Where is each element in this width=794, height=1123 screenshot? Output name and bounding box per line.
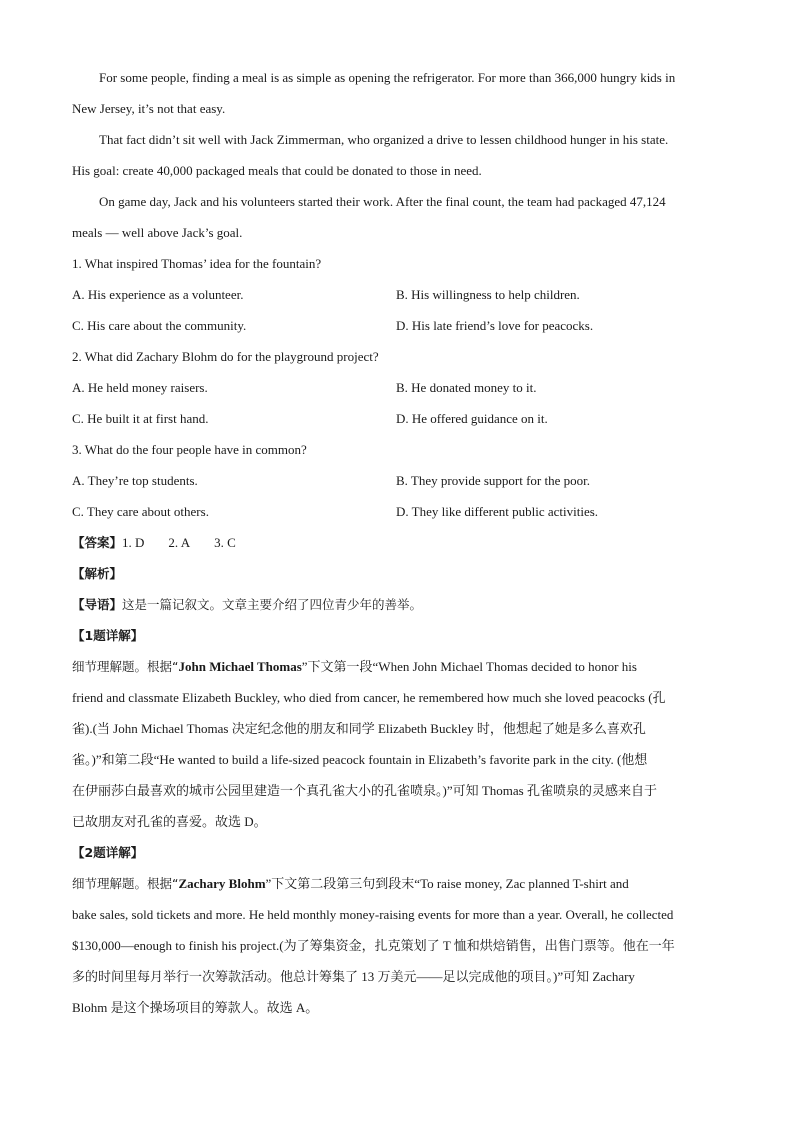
guide-line (72, 589, 724, 620)
guide-text: 这是一篇记叙文。文章主要介绍了四位青少年的善举。 (122, 597, 423, 612)
answer-line (72, 527, 724, 558)
question-3-option-a: A. They’re top students. (72, 473, 198, 488)
question-3-options-row (72, 496, 724, 527)
guide-label: 【导语】 (72, 597, 123, 612)
question-2-option-a: A. He held money raisers. (72, 380, 208, 395)
question-2-options-row (72, 372, 724, 403)
question-3-option-b: B. They provide support for the poor. (396, 473, 591, 488)
detail-2-line: $130,000—enough to finish his project.(为了筹集资金，扎克策划了 T 恤和烘焙销售，出售门票等。他在一年 (72, 938, 675, 953)
detail-1-text: ”下文第一段“When John Michael Thomas decided to honor his (301, 659, 637, 674)
detail-2-text: ”下文第二段第三句到段末“To raise money, Zac planned T-shirt and (265, 876, 629, 891)
document-page (72, 62, 724, 1023)
question-2-options-row (72, 403, 724, 434)
detail-1-line: 在伊丽莎白最喜欢的城市公园里建造一个真孔雀大小的孔雀喷泉。)”可知 Thomas 孔雀喷泉的灵感来自于 (72, 783, 657, 798)
passage-line: New Jersey, it’s not that easy. (72, 101, 226, 116)
question-1-option-a: A. His experience as a volunteer. (72, 287, 244, 302)
question-2-option-b: B. He donated money to it. (396, 380, 537, 395)
question-1-options-row (72, 279, 724, 310)
answer-item: 1. D (122, 535, 145, 550)
detail-1-line: 已故朋友对孔雀的喜爱。故选 D。 (72, 814, 267, 829)
detail-1-line (72, 651, 724, 682)
question-1-option-c: C. His care about the community. (72, 318, 247, 333)
detail-1-label: 【1题详解】 (72, 628, 144, 643)
question-2-option-d: D. He offered guidance on it. (396, 411, 548, 426)
question-3-stem: 3. What do the four people have in common? (72, 442, 307, 457)
detail-1-line: friend and classmate Elizabeth Buckley, who died from cancer, he remembered how much she loved peacocks (孔 (72, 690, 666, 705)
detail-2-line: Blohm 是这个操场项目的筹款人。故选 A。 (72, 1000, 319, 1015)
detail-1-line: 雀。)”和第二段“He wanted to build a life-sized peacock fountain in Elizabeth’s favorite park in the city. (他想 (72, 752, 648, 767)
question-1-option-b: B. His willingness to help children. (396, 287, 580, 302)
answer-item: 3. C (214, 535, 236, 550)
detail-2-keyword: Zachary Blohm (178, 876, 266, 891)
passage-line: His goal: create 40,000 packaged meals that could be donated to those in need. (72, 163, 482, 178)
question-2-stem: 2. What did Zachary Blohm do for the playground project? (72, 349, 379, 364)
passage-line: On game day, Jack and his volunteers started their work. After the final count, the team had packaged 47,124 (99, 194, 666, 209)
detail-2-line: 多的时间里每月举行一次筹款活动。他总计筹集了 13 万美元——足以完成他的项目。)”可知 Zachary (72, 969, 635, 984)
analysis-label: 【解析】 (72, 566, 123, 581)
passage-line: That fact didn’t sit well with Jack Zimmerman, who organized a drive to lessen childhood hunger in his state. (99, 132, 669, 147)
question-3-options-row (72, 465, 724, 496)
answer-label: 【答案】 (72, 535, 123, 550)
question-3-option-d: D. They like different public activities. (396, 504, 599, 519)
question-2-option-c: C. He built it at first hand. (72, 411, 209, 426)
question-1-stem: 1. What inspired Thomas’ idea for the fountain? (72, 256, 322, 271)
question-1-options-row (72, 310, 724, 341)
answer-item: 2. A (168, 535, 191, 550)
detail-1-text: 细节理解题。根据“ (72, 659, 179, 674)
detail-2-line (72, 868, 724, 899)
question-1-option-d: D. His late friend’s love for peacocks. (396, 318, 594, 333)
detail-2-text: 细节理解题。根据“ (72, 876, 179, 891)
passage-line: meals — well above Jack’s goal. (72, 225, 243, 240)
detail-1-keyword: John Michael Thomas (178, 659, 302, 674)
passage-line: For some people, finding a meal is as simple as opening the refrigerator. For more than 366,000 hungry kids in (99, 70, 676, 85)
detail-2-line: bake sales, sold tickets and more. He held monthly money-raising events for more than a year. Overall, he collected (72, 907, 674, 922)
detail-2-label: 【2题详解】 (72, 845, 144, 860)
detail-1-line: 雀).(当 John Michael Thomas 决定纪念他的朋友和同学 Elizabeth Buckley 时，他想起了她是多么喜欢孔 (72, 721, 646, 736)
question-3-option-c: C. They care about others. (72, 504, 209, 519)
